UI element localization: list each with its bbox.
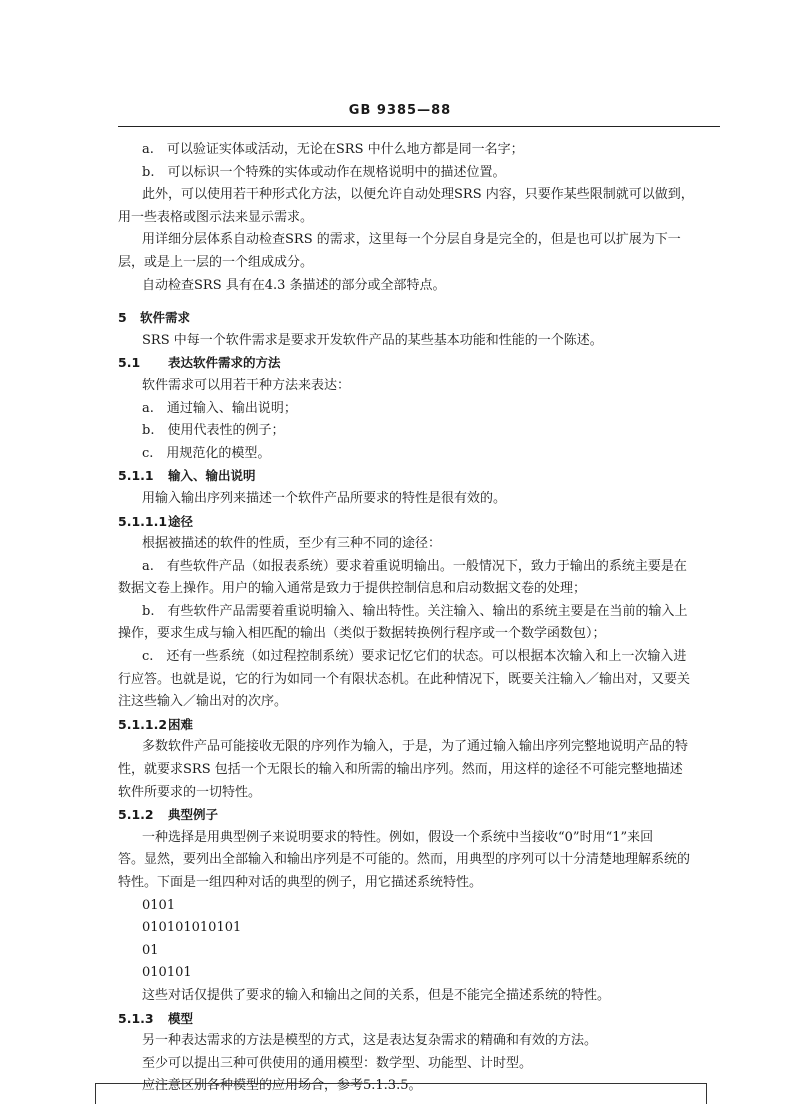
- section-number: 5: [118, 310, 127, 326]
- paragraph-line: 软件需求可以用若干种方法来表达：: [142, 377, 351, 393]
- section-heading-5: [118, 307, 723, 330]
- section-title: 困难: [168, 716, 194, 732]
- paragraph-line: 一种选择是用典型例子来说明要求的特性。例如，假设一个系统中当接收“0”时用“1”来回: [142, 829, 654, 845]
- section-heading-5-1-2: [118, 804, 723, 827]
- example-sequence: 0101: [142, 897, 176, 913]
- document-body: [118, 139, 723, 1098]
- section-number: 5.1.1: [118, 468, 154, 484]
- paragraph-line: 性，就要求SRS 包括一个无限长的输入和所需的输出序列。然而，用这样的途径不可能完整地描述: [118, 762, 683, 778]
- paragraph-line: 操作，要求生成与输入相匹配的输出（类似于数据转换例行程序或一个数学函数包）；: [118, 626, 606, 642]
- list-item-b: b. 可以标识一个特殊的实体或动作在规格说明中的描述位置。: [142, 164, 506, 180]
- paragraph-line: 根据被描述的软件的性质，至少有三种不同的途径：: [142, 536, 442, 552]
- section-number: 5.1: [118, 355, 141, 371]
- section-title: 模型: [168, 1010, 194, 1026]
- section-heading-5-1-1-1: [118, 511, 723, 534]
- section-heading-5-1: [118, 352, 723, 375]
- example-sequence: 010101010101: [142, 920, 242, 936]
- paragraph-line: 用输入输出序列来描述一个软件产品所要求的特性是很有效的。: [142, 490, 507, 506]
- paragraph-line: 软件所要求的一切特性。: [118, 784, 262, 800]
- paragraph-line: 用一些表格或图示法来显示需求。: [118, 209, 314, 225]
- paragraph-line: 此外，可以使用若干种形式化方法，以便允许自动处理SRS 内容，只要作某些限制就可以做到，: [142, 187, 694, 203]
- section-number: 5.1.1.2: [118, 716, 168, 732]
- list-item-a: a. 通过输入、输出说明；: [142, 400, 297, 416]
- paragraph-line: 答。显然，要列出全部输入和输出序列是不可能的。然而，用典型的序列可以十分清楚地理解系统的: [118, 852, 691, 868]
- section-title: 表达软件需求的方法: [168, 355, 281, 371]
- paragraph-line: 自动检查SRS 具有在4.3 条描述的部分或全部特点。: [142, 277, 446, 293]
- paragraph-line: 这些对话仅提供了要求的输入和输出之间的关系，但是不能完全描述系统的特性。: [142, 987, 611, 1003]
- section-number: 5.1.3: [118, 1010, 154, 1026]
- paragraph-line: 至少可以提出三种可供使用的通用模型：数学型、功能型、计时型。: [142, 1055, 533, 1071]
- paragraph-line: 用详细分层体系自动检查SRS 的需求，这里每一个分层自身是完全的，但是也可以扩展为下一: [142, 232, 681, 248]
- paragraph-line: 多数软件产品可能接收无限的序列作为输入，于是，为了通过输入输出序列完整地说明产品的特: [142, 739, 689, 755]
- section-heading-5-1-1-2: [118, 714, 723, 737]
- section-title: 途径: [168, 513, 194, 529]
- section-heading-5-1-1: [118, 465, 723, 488]
- paragraph-line: 数据文卷上操作。用户的输入通常是致力于提供控制信息和启动数据文卷的处理；: [118, 581, 587, 597]
- list-item-b: b. 使用代表性的例子；: [142, 423, 285, 439]
- paragraph-line: 注这些输入／输出对的次序。: [118, 694, 288, 710]
- paragraph-line: 另一种表达需求的方法是模型的方式，这是表达复杂需求的精确和有效的方法。: [142, 1033, 598, 1049]
- list-item-c: c. 还有一些系统（如过程控制系统）要求记忆它们的状态。可以根据本次输入和上一次输入进: [142, 649, 687, 665]
- example-sequence: 01: [142, 942, 159, 958]
- header-rule: [118, 126, 720, 127]
- list-item-b: b. 有些软件产品需要着重说明输入、输出特性。关注输入、输出的系统主要是在当前的输入上: [142, 603, 688, 619]
- section-title: 输入、输出说明: [168, 468, 256, 484]
- paragraph-line: 特性。下面是一组四种对话的典型的例子，用它描述系统特性。: [118, 875, 483, 890]
- paragraph-line: 行应答。也就是说，它的行为如同一个有限状态机。在此种情况下，既要关注输入／输出对，又要关: [118, 671, 691, 687]
- list-item-a: a. 有些软件产品（如报表系统）要求着重说明输出。一般情况下，致力于输出的系统主要是在: [142, 558, 687, 574]
- section-number: 5.1.2: [118, 807, 154, 823]
- paragraph-line: 应注意区别各种模型的应用场合，参考5.1.3.5。: [142, 1078, 422, 1094]
- section-title: 软件需求: [140, 310, 191, 326]
- section-title: 典型例子: [168, 807, 219, 823]
- section-number: 5.1.1.1: [118, 513, 168, 529]
- paragraph-line: SRS 中每一个软件需求是要求开发软件产品的某些基本功能和性能的一个陈述。: [142, 332, 603, 348]
- footer-frame: [95, 1083, 707, 1104]
- page-header-code: GB 9385—88: [348, 103, 452, 118]
- paragraph-line: 层，或是上一层的一个组成成分。: [118, 254, 314, 270]
- example-sequence: 010101: [142, 965, 192, 981]
- list-item-a: a. 可以验证实体或活动，无论在SRS 中什么地方都是同一名字；: [142, 142, 524, 157]
- section-heading-5-1-3: [118, 1008, 723, 1031]
- list-item-c: c. 用规范化的模型。: [142, 445, 271, 461]
